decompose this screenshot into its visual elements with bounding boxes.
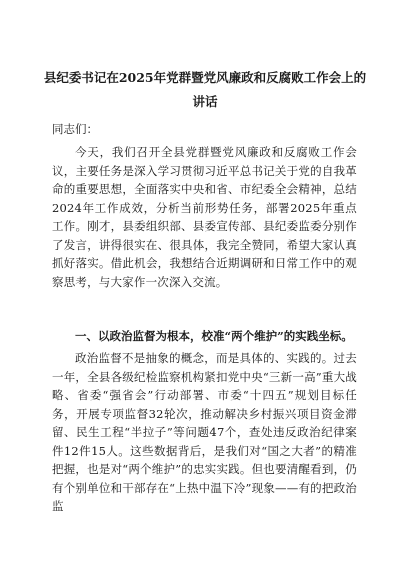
title-line-1: 县纪委书记在2025年党群暨党风廉政和反腐败工作会上的 (43, 70, 367, 85)
document-title (40, 66, 370, 114)
title-line-2: 讲话 (192, 94, 218, 109)
salutation: 同志们： (52, 122, 98, 136)
paragraph-opening: 今天，我们召开全县党群暨党风廉政和反腐败工作会议，主要任务是深入学习贯彻习近平总书记关于党的自我革命的重要思想，全面落实中央和省、市纪委全会精神，总结2024年工作成效，分析当前形势任务，部署2025年重点工作。刚才，县委组织部、县委宣传部、县纪委监委分别作了发言，讲得很实在、很具体，我完全赞同，希望大家认真抓好落实。借此机会，我想结合近期调研和日常工作中的观察思考，与大家作一次深入交流。 (52, 145, 357, 289)
paragraph-political-supervision: 政治监督不是抽象的概念，而是具体的、实践的。过去一年，全县各级纪检监察机构紧扣党中央“三新一高”重大战略、省委“强省会”行动部署、市委“十四五”规划目标任务，开展专项监督32轮次，推动解决乡村振兴项目资金滞留、民生工程“半拉子”等问题47个，查处违反政治纪律案件12件15人。这些数据背后，是我们对“国之大者”的精准把握，也是对“两个维护”的忠实实践。但也要清醒看到，仍有个别单位和干部存在“上热中温下冷”现象——有的把政治监 (52, 351, 357, 513)
section-heading-1: 一、以政治监督为根本，校准“两个维护”的实践坐标。 (75, 329, 353, 343)
